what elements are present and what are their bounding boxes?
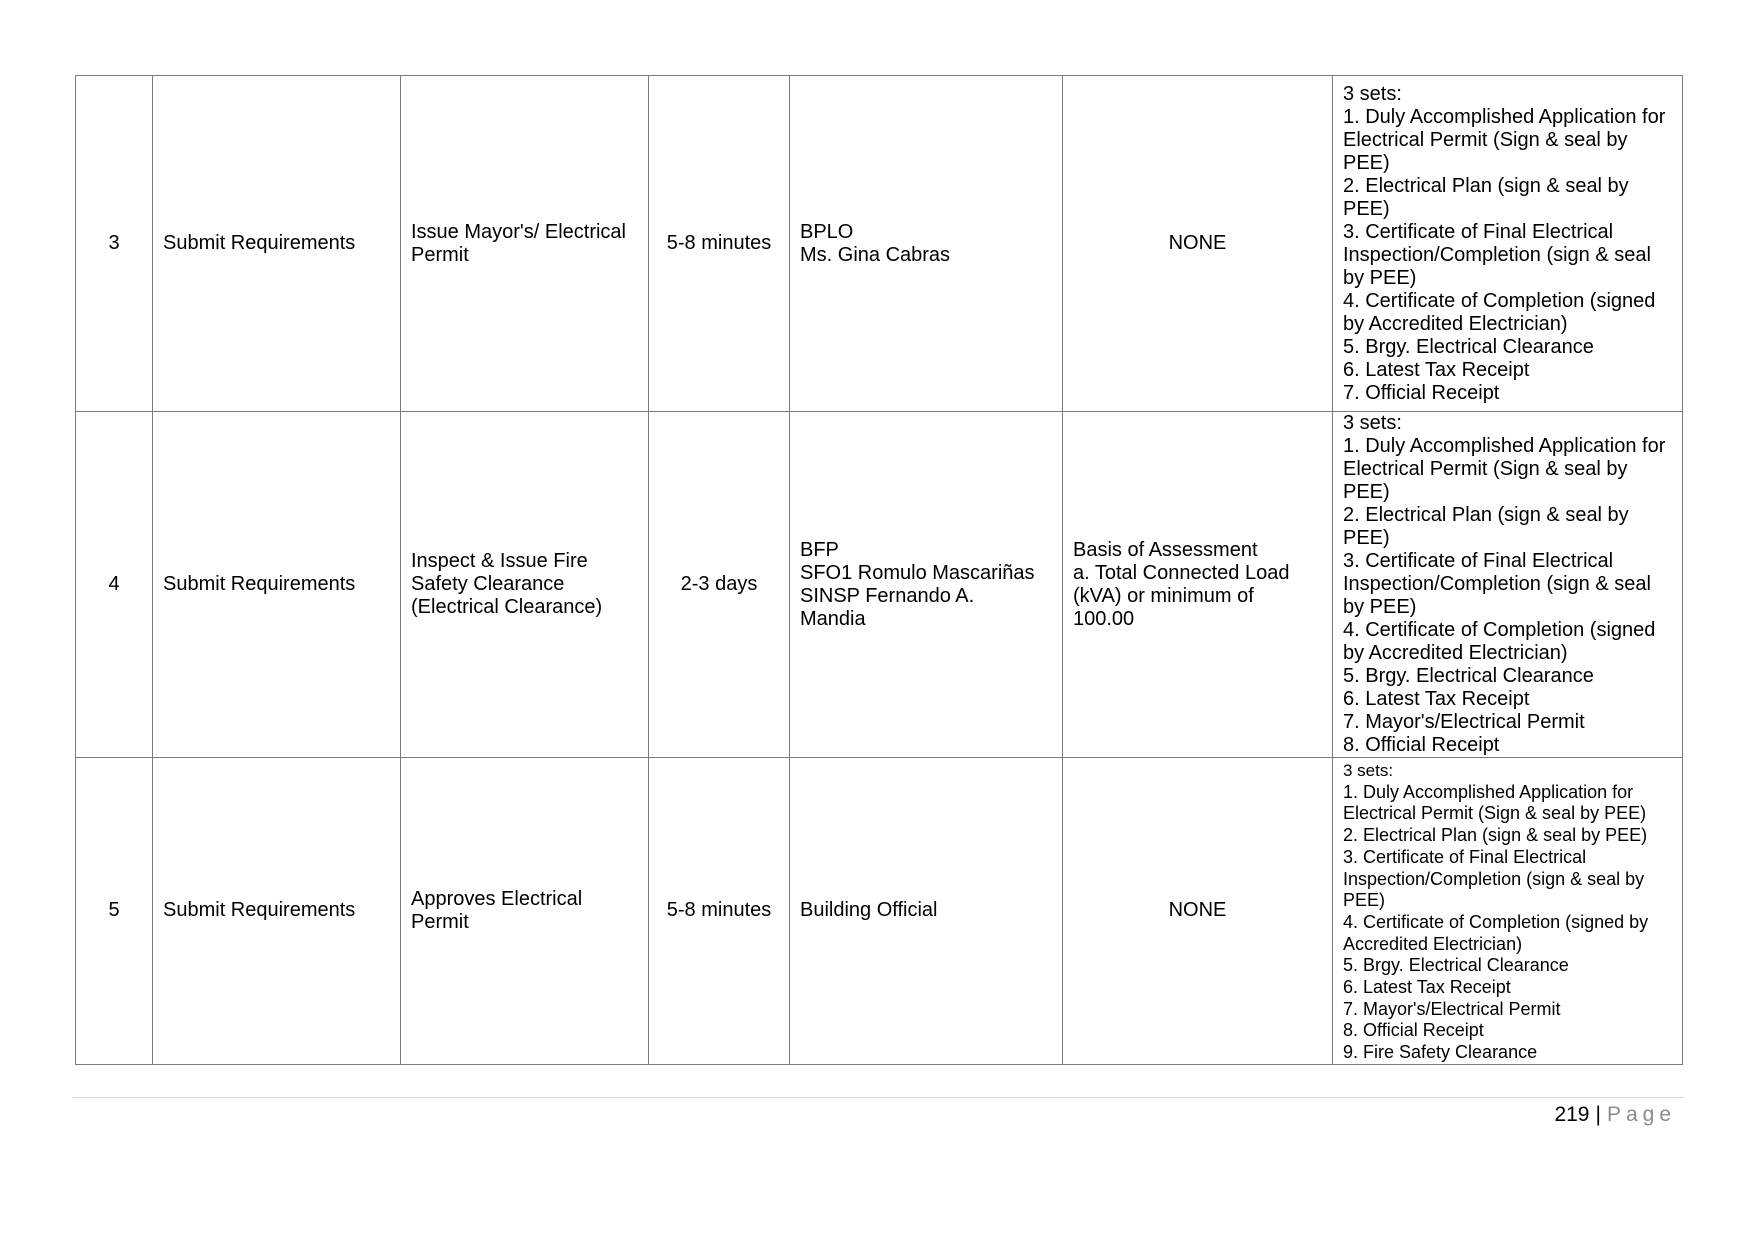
agency-action	[401, 412, 649, 758]
person-line: Mandia	[800, 607, 866, 630]
processing-time: 5-8 minutes	[649, 758, 790, 1065]
fees-line: NONE	[1168, 232, 1227, 254]
person-line: Building Official	[800, 899, 938, 922]
requirement-item: 5. Brgy. Electrical Clearance	[1343, 955, 1569, 976]
agency-action-line: Issue Mayor's/ Electrical	[411, 220, 626, 243]
page-separator: |	[1595, 1103, 1601, 1126]
requirement-item: 4. Certificate of Completion (signed	[1343, 619, 1656, 641]
requirements-list	[1333, 76, 1683, 412]
requirement-item: Electrical Permit (Sign & seal by	[1343, 458, 1628, 480]
person-line: SINSP Fernando A.	[800, 584, 975, 607]
requirements-header: 3 sets:	[1343, 761, 1394, 780]
requirement-item: Electrical Permit (Sign & seal by PEE)	[1343, 803, 1647, 824]
requirement-item: 2. Electrical Plan (sign & seal by	[1343, 174, 1629, 197]
fees-line: NONE	[1168, 899, 1227, 922]
person-responsible	[790, 412, 1063, 758]
requirement-item: Inspection/Completion (sign & seal	[1343, 243, 1651, 266]
requirement-item: 6. Latest Tax Receipt	[1343, 688, 1530, 710]
requirements-list	[1333, 758, 1683, 1065]
person-responsible	[790, 76, 1063, 412]
footer-divider	[72, 1097, 1684, 1098]
requirement-item: by Accredited Electrician)	[1343, 642, 1568, 664]
step-number: 3	[76, 76, 153, 412]
step-number: 5	[76, 758, 153, 1065]
requirement-item: 8. Official Receipt	[1343, 1020, 1484, 1041]
page-label: Page	[1606, 1103, 1676, 1126]
requirement-item: 4. Certificate of Completion (signed	[1343, 289, 1656, 312]
requirement-item: 2. Electrical Plan (sign & seal by PEE)	[1343, 825, 1648, 846]
agency-action-line: Approves Electrical	[411, 887, 583, 910]
requirement-item: Electrical Permit (Sign & seal by	[1343, 128, 1628, 151]
table-row	[76, 412, 1683, 758]
requirement-item: 7. Mayor's/Electrical Permit	[1343, 998, 1561, 1019]
table-body	[76, 76, 1683, 1065]
requirement-item: 9. Fire Safety Clearance	[1343, 1042, 1538, 1063]
processing-time: 5-8 minutes	[649, 76, 790, 412]
requirement-item: Inspection/Completion (sign & seal	[1343, 573, 1651, 595]
requirement-item: 7. Official Receipt	[1343, 381, 1500, 404]
requirement-item: PEE)	[1343, 481, 1390, 503]
requirement-item: Accredited Electrician)	[1343, 933, 1523, 954]
requirement-item: PEE)	[1343, 197, 1390, 220]
agency-action-line: Permit	[411, 910, 469, 933]
agency-action	[401, 76, 649, 412]
person-line: Ms. Gina Cabras	[800, 243, 951, 266]
fees-line: Basis of Assessment	[1073, 538, 1258, 561]
requirement-item: by PEE)	[1343, 596, 1417, 618]
requirement-item: PEE)	[1343, 890, 1386, 911]
requirement-item: 4. Certificate of Completion (signed by	[1343, 911, 1649, 932]
requirement-item: 3. Certificate of Final Electrical	[1343, 846, 1587, 867]
table-row	[76, 758, 1683, 1065]
fees-to-be-paid	[1063, 76, 1333, 412]
process-steps-table	[75, 75, 1683, 1065]
step-number: 4	[76, 412, 153, 758]
requirement-item: 2. Electrical Plan (sign & seal by	[1343, 504, 1629, 526]
requirement-item: 3. Certificate of Final Electrical	[1343, 550, 1614, 572]
fees-line: (kVA) or minimum of	[1073, 584, 1254, 607]
agency-action-line: Permit	[411, 243, 469, 266]
requirement-item: 3. Certificate of Final Electrical	[1343, 220, 1614, 243]
agency-action-line: Safety Clearance	[411, 573, 565, 595]
client-step: Submit Requirements	[153, 76, 401, 412]
requirement-item: by Accredited Electrician)	[1343, 312, 1568, 335]
person-responsible	[790, 758, 1063, 1065]
requirement-item: Inspection/Completion (sign & seal by	[1343, 868, 1645, 889]
page-number: 219	[1554, 1103, 1590, 1126]
requirements-header: 3 sets:	[1343, 412, 1402, 434]
fees-line: 100.00	[1073, 607, 1135, 630]
requirement-item: PEE)	[1343, 151, 1390, 174]
person-line: SFO1 Romulo Mascariñas	[800, 561, 1035, 584]
requirement-item: 1. Duly Accomplished Application for	[1343, 105, 1666, 128]
agency-action-line: (Electrical Clearance)	[411, 596, 603, 618]
requirement-item: 6. Latest Tax Receipt	[1343, 977, 1511, 998]
person-line: BPLO	[800, 220, 854, 243]
agency-action	[401, 758, 649, 1065]
page-footer	[1554, 1102, 1676, 1128]
requirement-item: 7. Mayor's/Electrical Permit	[1343, 711, 1585, 733]
requirement-item: by PEE)	[1343, 266, 1417, 289]
requirement-item: 5. Brgy. Electrical Clearance	[1343, 335, 1594, 358]
requirement-item: 5. Brgy. Electrical Clearance	[1343, 665, 1594, 687]
requirements-list	[1333, 412, 1683, 758]
requirement-item: 6. Latest Tax Receipt	[1343, 358, 1530, 381]
processing-time: 2-3 days	[649, 412, 790, 758]
table-row	[76, 76, 1683, 412]
fees-to-be-paid	[1063, 412, 1333, 758]
fees-line: a. Total Connected Load	[1073, 561, 1290, 584]
fees-to-be-paid	[1063, 758, 1333, 1065]
person-line: BFP	[800, 538, 839, 561]
client-step: Submit Requirements	[153, 412, 401, 758]
requirement-item: 8. Official Receipt	[1343, 734, 1500, 756]
requirement-item: 1. Duly Accomplished Application for	[1343, 435, 1666, 457]
agency-action-line: Inspect & Issue Fire	[411, 550, 588, 572]
requirements-header: 3 sets:	[1343, 82, 1402, 105]
client-step: Submit Requirements	[153, 758, 401, 1065]
requirement-item: 1. Duly Accomplished Application for	[1343, 781, 1634, 802]
requirement-item: PEE)	[1343, 527, 1390, 549]
